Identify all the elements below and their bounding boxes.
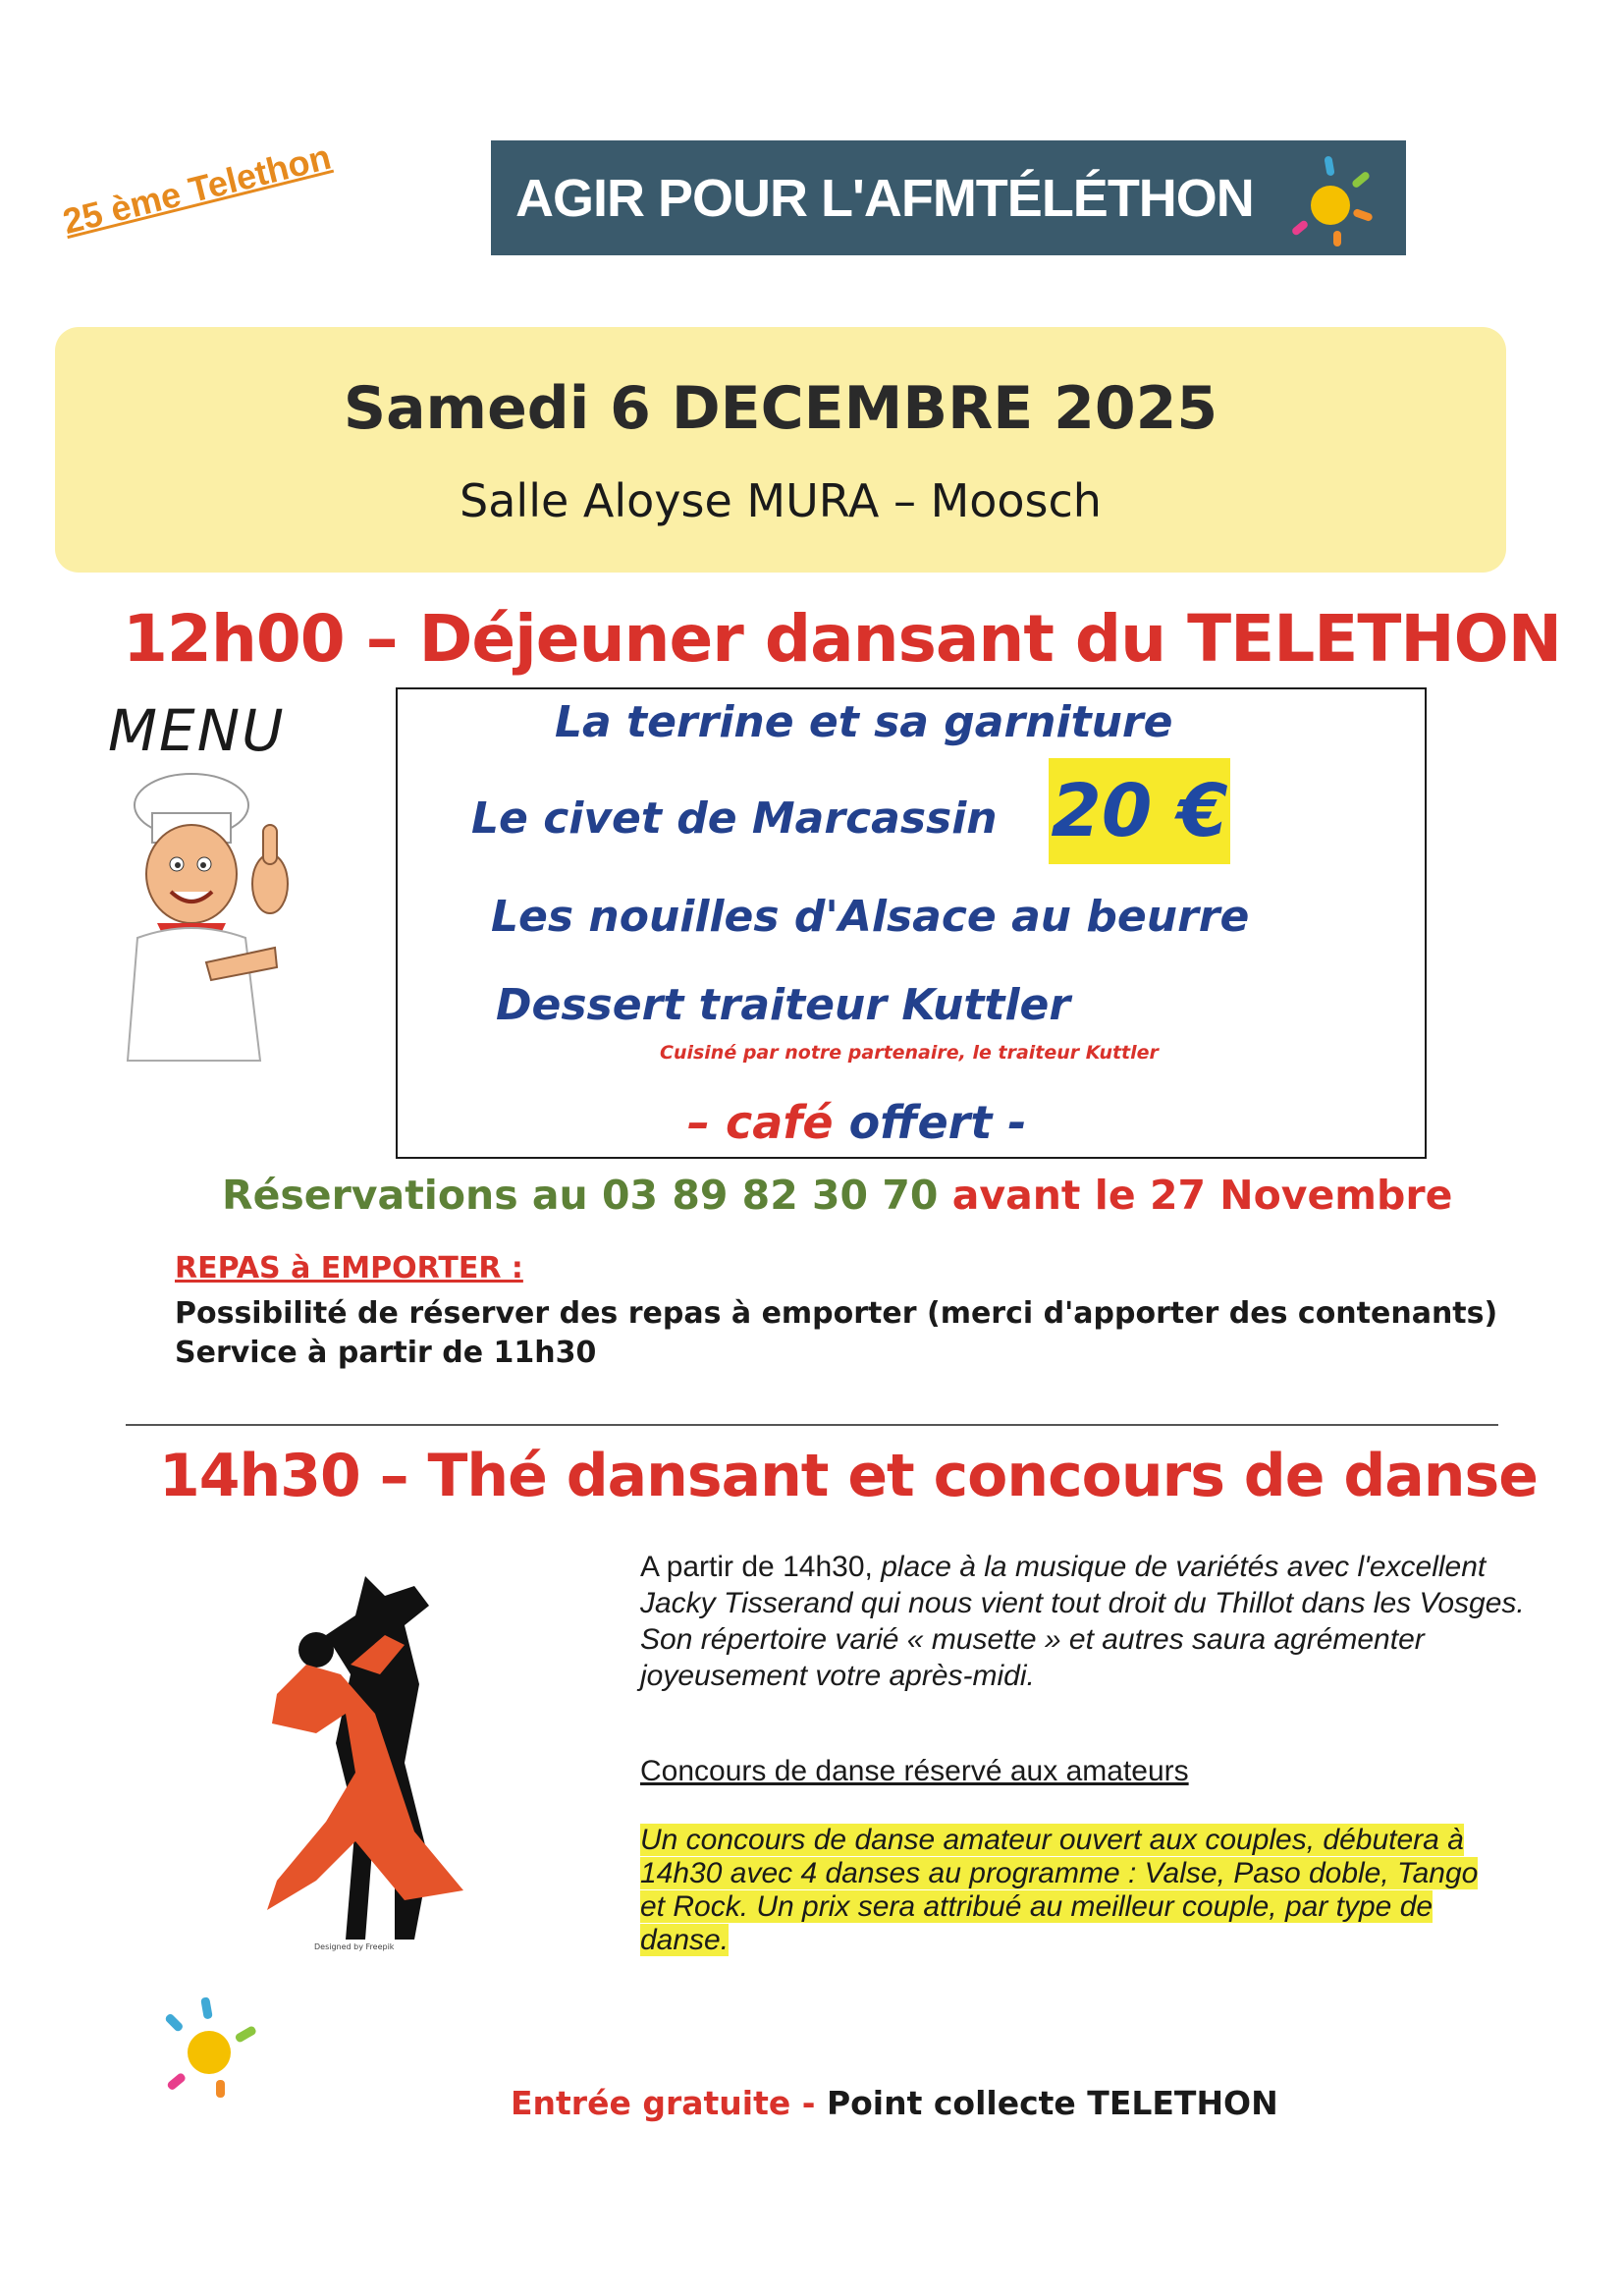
reservation-line [222,1172,1452,1219]
takeaway-line-2: Service à partir de 11h30 [175,1336,597,1370]
chef-thumbs-up-icon [98,766,334,1070]
menu-item-civet: Le civet de Marcassin [471,793,998,844]
contest-description [640,1824,1504,1957]
reservation-phone: Réservations au 03 89 82 30 70 [222,1172,939,1219]
footer-line [511,2084,1278,2122]
contest-text-highlight: Un concours de danse amateur ouvert aux couples, débutera à 14h30 avec 4 danses au programme : Valse, Paso doble, Tango et Rock. Un prix sera attribué au meilleur couple, par type de danse. [640,1824,1479,1956]
edition-label: 25 ème Telethon [58,136,335,243]
dancing-couple-icon [257,1566,483,1949]
free-entry-label: Entrée gratuite - [511,2084,816,2122]
date-panel [55,327,1506,573]
takeaway-title: REPAS à EMPORTER : [175,1251,523,1285]
dance-heading: 14h30 – Thé dansant et concours de danse [159,1442,1538,1510]
lunch-heading: 12h00 – Déjeuner dansant du TELETHON [123,601,1561,677]
description-rest: place à la musique de variétés avec l'excellent Jacky Tisserand qui nous vient tout droit du Thillot dans les Vosges. Son répertoire varié « musette » et autres saura agrémenter joyeusement votre après-midi. [640,1551,1525,1692]
contest-title: Concours de danse réservé aux amateurs [640,1755,1189,1787]
dancer-credit: Designed by Freepik [314,1942,395,1951]
menu-label: MENU [108,697,286,764]
sun-logo-icon [1286,148,1384,246]
dance-description [640,1549,1543,1694]
menu-item-terrine: La terrine et sa garniture [555,697,1173,747]
menu-partner-note: Cuisiné par notre partenaire, le traiteur Kuttler [660,1042,1159,1064]
menu-item-nouilles: Les nouilles d'Alsace au beurre [491,892,1250,942]
section-divider [126,1424,1498,1426]
cafe-offered-label: offert - [848,1096,1027,1149]
price-tag: 20 € [1049,758,1230,864]
description-start: A partir de 14h30, [640,1551,873,1583]
afm-telethon-banner [491,140,1406,255]
sun-logo-icon [165,1994,273,2102]
event-venue: Salle Aloyse MURA – Moosch [460,474,1102,527]
cafe-label: – café [687,1096,834,1149]
collection-point-label: Point collecte TELETHON [826,2084,1278,2122]
menu-item-dessert: Dessert traiteur Kuttler [496,980,1071,1030]
reservation-deadline: avant le 27 Novembre [951,1172,1453,1219]
cafe-offered [687,1096,1026,1149]
takeaway-line-1: Possibilité de réserver des repas à emporter (merci d'apporter des contenants) [175,1296,1498,1331]
banner-text: AGIR POUR L'AFMTÉLÉTHON [515,168,1254,228]
event-date: Samedi 6 DECEMBRE 2025 [343,374,1218,443]
